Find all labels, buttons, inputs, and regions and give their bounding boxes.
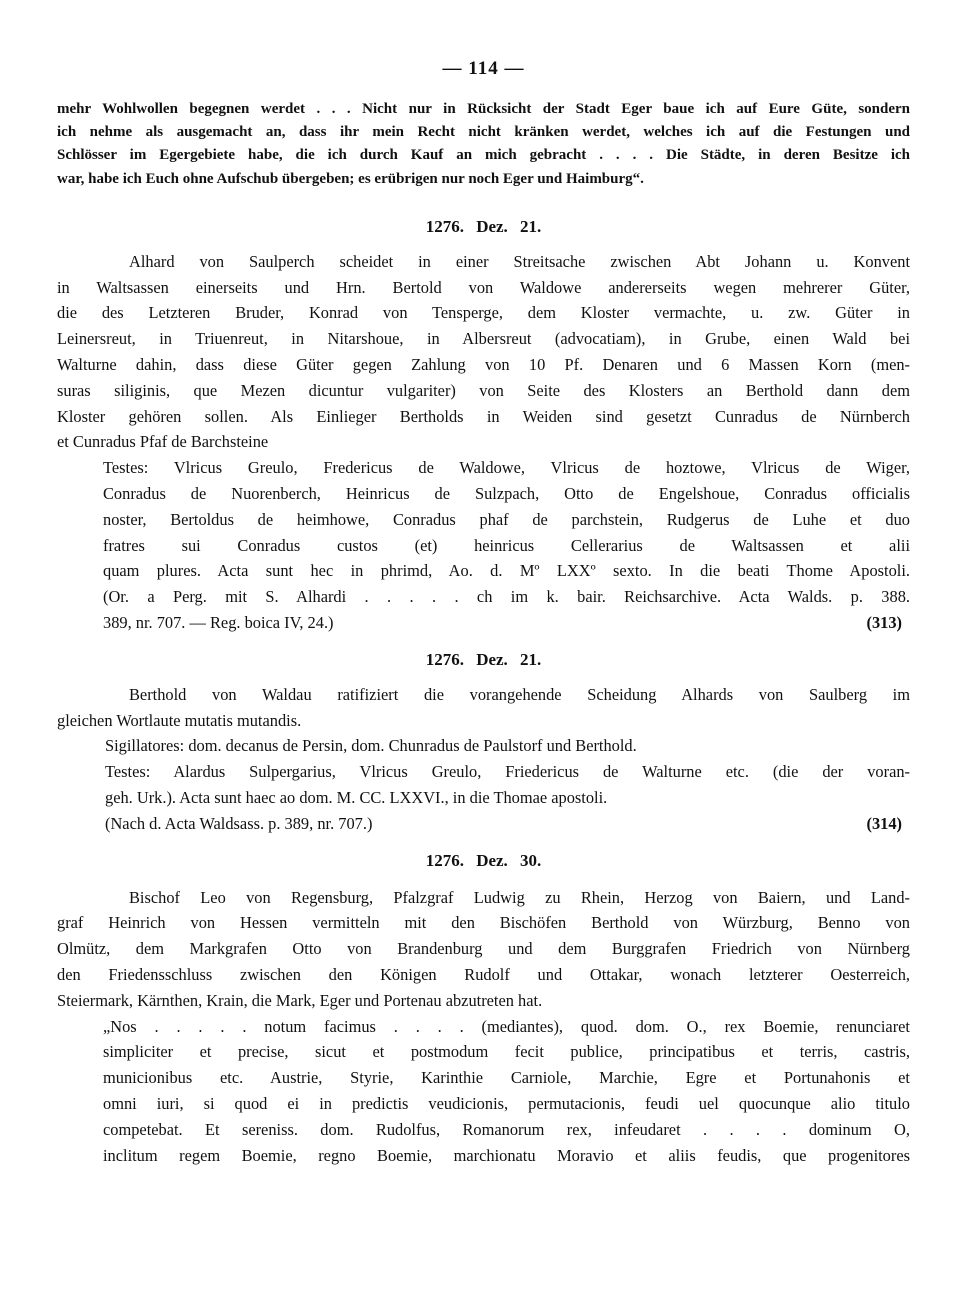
text-line: Testes: Vlricus Greulo, Fredericus de Waldowe, Vlricus de hoztowe, Vlricus de Wiger, [103,458,910,478]
entry-quote [57,1014,910,1169]
text-line: Walturne dahin, dass diese Güter gegen Zahlung von 10 Pf. Denaren und 6 Massen Korn (men- [57,355,910,374]
entry-summary [57,885,910,1014]
text-line: war, habe ich Euch ohne Aufschub übergeben; es erübrigen nur noch Eger und Haimburg“. [57,170,644,187]
text-line: den Friedensschluss zwischen den Königen Rudolf und Ottakar, wonach letzterer Oesterreich, [57,964,910,984]
text-line: Steiermark, Kärnthen, Krain, die Mark, Eger und Portenau abzutreten hat. [57,990,543,1010]
text-line: Kloster gehören sollen. Als Einlieger Bertholds in Weiden sind gesetzt Cunradus de Nürnberch [57,406,910,426]
text-line: Sigillatores: dom. decanus de Persin, dom. Chunradus de Paulstorf und Berthold. [105,736,637,756]
entry-body [57,733,910,836]
text-line: Schlösser im Egergebiete habe, die ich durch Kauf an mich gebracht . . . . Die Städte, in deren Besitze ich [57,147,910,164]
text-line: die des Letzteren Bruder, Konrad von Tensperge, dem Kloster vermachte, u. zw. Güter in [57,303,910,323]
text-line: omni iuri, si quod ei in predictis veudicionis, permutacionis, feudi uel quocunque alio titulo [103,1093,910,1113]
text-line: noster, Bertoldus de heimhowe, Conradus phaf de parchstein, Rudgerus de Luhe et duo [103,509,910,529]
text-line: suras siliginis, que Mezen dicuntur vulgariter) von Seite des Klosters an Berthold dann dem [57,380,910,400]
text-line: Olmütz, dem Markgrafen Otto von Brandenburg und dem Burggrafen Friedrich von Nürnberg [57,939,910,959]
entry-testes [57,455,910,636]
text-line: ich nehme als ausgemacht an, dass ihr mein Recht nicht kränken werdet, welches ich auf die Festungen und [57,124,910,141]
text-line: Testes: Alardus Sulpergarius, Vlricus Greulo, Friedericus de Walturne etc. (die der voran- [105,762,910,782]
entry-date: 1276. Dez. 30. [425,850,542,870]
text-line: mehr Wohlwollen begegnen werdet . . . Nicht nur in Rücksicht der Stadt Eger baue ich auf Eure Güte, sondern [57,101,910,117]
text-line: inclitum regem Boemie, regno Boemie, marchionatu Moravio et aliis feudis, que progenitores [103,1145,910,1165]
text-line: „Nos . . . . . notum facimus . . . . (mediantes), quod. dom. O., rex Boemie, renunciaret [103,1016,910,1036]
text-line: et Cunradus Pfaf de Barchsteine [57,432,269,452]
text-line [57,811,910,837]
source-reference: (Nach d. Acta Waldsass. p. 389, nr. 707.) [105,813,373,833]
entry-summary [57,682,910,734]
entry-summary [57,249,910,455]
text-line: Alhard von Saulperch scheidet in einer Streitsache zwischen Abt Johann u. Konvent [129,251,910,271]
entry-number: (313) [866,612,902,632]
text-line: competebat. Et sereniss. dom. Rudolfus, Romanorum rex, infeudaret . . . . dominum O, [103,1119,910,1139]
text-line: graf Heinrich von Hessen vermitteln mit den Bischöfen Berthold von Würzburg, Benno von [57,913,910,933]
text-line [57,610,910,636]
intro-paragraph [57,98,910,191]
text-line: Conradus de Nuorenberch, Heinricus de Sulzpach, Otto de Engelshoue, Conradus officialis [103,483,910,503]
source-reference: 389, nr. 707. — Reg. boica IV, 24.) [103,612,334,632]
entry-date: 1276. Dez. 21. [425,649,542,669]
entry-number: (314) [866,813,902,833]
text-line: in Waltsassen einerseits und Hrn. Bertold von Waldowe andererseits wegen mehrerer Güter, [57,277,910,297]
entry-date: 1276. Dez. 21. [425,216,542,236]
text-line: geh. Urk.). Acta sunt haec ao dom. M. CC. LXXVI., in die Thomae apostoli. [105,787,608,807]
text-line: Leinersreut, in Triuenreut, in Nitarshoue, in Albersreut (advocatiam), in Grube, einen Wald bei [57,329,910,349]
text-line: fratres sui Conradus custos (et) heinricus Cellerarius de Waltsassen et alii [103,535,910,555]
text-line: (Or. a Perg. mit S. Alhardi . . . . . ch im k. bair. Reichsarchive. Acta Walds. p. 388. [103,587,910,607]
text-line: Berthold von Waldau ratifiziert die vorangehende Scheidung Alhards von Saulberg im [129,684,910,704]
page-number: — 114 — [442,58,525,79]
text-line: gleichen Wortlaute mutatis mutandis. [57,710,302,730]
text-line: simpliciter et precise, sicut et postmodum fecit publice, principatibus et terris, castris, [103,1042,910,1062]
text-line: municionibus etc. Austrie, Styrie, Karinthie Carniole, Marchie, Egre et Portunahonis et [103,1068,910,1088]
text-line: Bischof Leo von Regensburg, Pfalzgraf Ludwig zu Rhein, Herzog von Baiern, und Land- [129,887,910,907]
text-line: quam plures. Acta sunt hec in phrimd, Ao. d. Mº LXXº sexto. In die beati Thome Apostoli. [103,561,910,581]
